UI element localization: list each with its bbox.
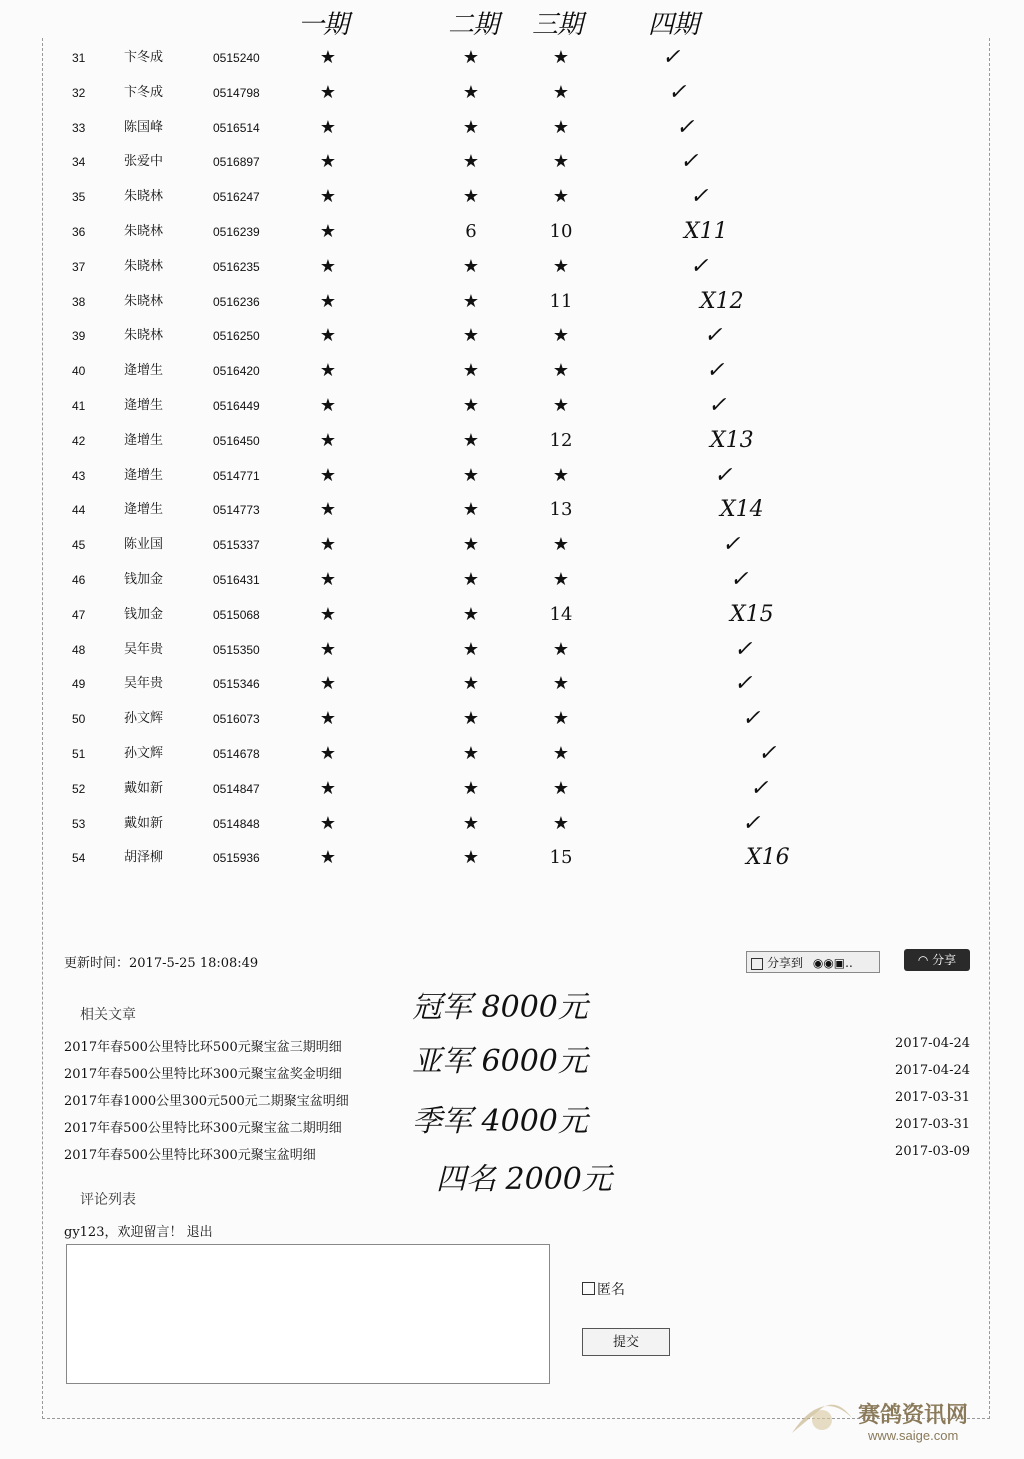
ring-number: 0515068 (213, 607, 260, 622)
table-row (0, 841, 1024, 875)
period-4-mark: ✓ (742, 706, 761, 732)
period-2-mark: ★ (462, 255, 480, 277)
period-4-mark: ✓ (690, 184, 709, 210)
wifi-icon: ◠ (917, 953, 929, 967)
related-articles-title: 相关文章 (80, 1007, 136, 1023)
period-2-mark: ★ (462, 151, 480, 173)
period-2-mark: ★ (462, 186, 480, 208)
article-date: 2017-03-31 (895, 1117, 970, 1132)
period-1-mark: ★ (319, 360, 337, 382)
row-number: 51 (72, 747, 86, 761)
owner-name: 朱晓林 (124, 258, 164, 274)
share-to-button[interactable] (746, 951, 880, 973)
period-4-mark: ✓ (734, 671, 753, 697)
article-date: 2017-04-24 (895, 1063, 970, 1078)
owner-name: 朱晓林 (124, 293, 164, 309)
period-4-mark: ✓ (742, 810, 761, 836)
row-number: 38 (72, 294, 86, 309)
period-1-mark: ★ (319, 464, 337, 486)
period-1-mark: ★ (319, 569, 337, 590)
period-3-mark: ★ (552, 708, 570, 730)
period-1-mark: ★ (319, 221, 337, 242)
table-row (0, 319, 1024, 353)
ring-number: 0516250 (213, 329, 260, 344)
period-1-mark: ★ (319, 429, 337, 451)
owner-name: 陈业国 (124, 537, 164, 553)
header-period-3: 三期 (532, 10, 583, 40)
period-4-mark: X11 (684, 219, 728, 244)
row-number: 35 (72, 190, 86, 205)
period-3-mark: ★ (552, 812, 570, 834)
period-1-mark: ★ (319, 534, 337, 556)
period-3-mark: ★ (552, 569, 570, 590)
period-4-mark: ✓ (730, 567, 749, 592)
table-row (0, 493, 1024, 527)
row-number: 36 (72, 225, 86, 239)
period-2-mark: ★ (462, 812, 480, 834)
article-date: 2017-03-09 (895, 1144, 970, 1159)
period-2-mark: ★ (462, 81, 480, 103)
table-row (0, 633, 1024, 667)
update-time: 更新时间：2017-5-25 18:08:49 (64, 956, 259, 971)
comment-textarea[interactable] (66, 1244, 550, 1384)
period-4-mark: ✓ (668, 79, 687, 105)
owner-name: 逄增生 (124, 502, 164, 518)
table-row (0, 145, 1024, 179)
owner-name: 孙文辉 (124, 746, 164, 761)
ring-number: 0516514 (213, 120, 260, 135)
period-1-mark: ★ (319, 151, 337, 173)
greeting: gy123，欢迎留言！ 退出 (64, 1225, 213, 1240)
share-label: 分享 (932, 953, 957, 967)
row-number: 50 (72, 712, 86, 727)
period-1-mark: ★ (319, 638, 337, 660)
period-4-mark: ✓ (714, 462, 733, 488)
owner-name: 钱加金 (124, 572, 164, 587)
period-1-mark: ★ (319, 847, 337, 869)
owner-name: 戴如新 (124, 815, 164, 831)
ring-number: 0516450 (213, 433, 260, 448)
owner-name: 孙文辉 (124, 711, 164, 727)
share-button[interactable] (904, 949, 970, 971)
period-1-mark: ★ (319, 777, 337, 799)
table-row (0, 111, 1024, 145)
period-2-mark: ★ (462, 743, 480, 764)
submit-button[interactable]: 提交 (582, 1328, 670, 1356)
period-1-mark: ★ (319, 116, 337, 138)
ring-number: 0515350 (213, 642, 260, 657)
ring-number: 0516420 (213, 364, 260, 379)
period-1-mark: ★ (319, 499, 337, 521)
period-4-mark: ✓ (690, 253, 709, 279)
period-2-mark: ★ (462, 777, 480, 799)
period-2-mark: ★ (462, 395, 480, 416)
table-row (0, 285, 1024, 319)
table-row (0, 76, 1024, 110)
row-number: 42 (72, 433, 86, 448)
owner-name: 吴年贵 (124, 676, 164, 692)
period-3-mark: 14 (549, 603, 573, 625)
period-3-mark: ★ (552, 47, 570, 68)
table-row (0, 772, 1024, 806)
share-to-label: 分享到 (767, 956, 804, 970)
owner-name: 朱晓林 (124, 224, 164, 239)
row-number: 33 (72, 120, 86, 135)
ring-number: 0514773 (213, 503, 260, 518)
owner-name: 朱晓林 (124, 189, 164, 205)
row-number: 34 (72, 155, 86, 170)
period-2-mark: ★ (462, 708, 480, 730)
ring-number: 0516073 (213, 712, 260, 727)
row-number: 37 (72, 259, 86, 274)
period-3-mark: 10 (549, 221, 573, 242)
table-row (0, 807, 1024, 841)
article-date: 2017-03-31 (895, 1090, 970, 1105)
article-title-link[interactable]: 2017年春500公里特比环300元聚宝盆明细 (64, 1148, 316, 1163)
prize-2: 亚军 6000元 (412, 1044, 588, 1079)
row-number: 44 (72, 503, 86, 518)
period-3-mark: ★ (552, 151, 570, 173)
header-period-1: 一期 (298, 10, 349, 40)
owner-name: 逄增生 (124, 363, 164, 379)
period-4-mark: X15 (730, 601, 774, 627)
period-3-mark: ★ (552, 534, 570, 556)
period-1-mark: ★ (319, 81, 337, 103)
period-2-mark: 6 (465, 221, 477, 242)
watermark-url: www.saige.com (868, 1428, 959, 1443)
owner-name: 陈国峰 (124, 119, 164, 135)
owner-name: 逄增生 (124, 432, 164, 448)
period-2-mark: ★ (462, 847, 480, 869)
period-4-mark: ✓ (662, 45, 681, 70)
period-1-mark: ★ (319, 708, 337, 730)
owner-name: 张爱中 (124, 154, 164, 170)
anonymous-checkbox[interactable] (582, 1279, 625, 1299)
table-row (0, 702, 1024, 736)
row-number: 39 (72, 329, 86, 344)
table-row (0, 215, 1024, 249)
period-4-mark: ✓ (758, 741, 777, 766)
ring-number: 0516235 (213, 259, 260, 274)
prize-3: 季军 4000元 (412, 1104, 588, 1139)
article-title-link[interactable]: 2017年春1000公里300元500元二期聚宝盆明细 (64, 1094, 349, 1109)
period-1-mark: ★ (319, 812, 337, 834)
owner-name: 胡泽柳 (124, 850, 164, 866)
period-1-mark: ★ (319, 47, 337, 68)
owner-name: 卞冬成 (124, 84, 164, 100)
period-2-mark: ★ (462, 638, 480, 660)
owner-name: 戴如新 (124, 780, 164, 796)
period-3-mark: 12 (549, 429, 573, 451)
owner-name: 吴年贵 (124, 641, 164, 657)
ring-number: 0516897 (213, 155, 260, 170)
period-4-mark: ✓ (722, 532, 741, 558)
period-3-mark: ★ (552, 186, 570, 208)
period-1-mark: ★ (319, 255, 337, 277)
ring-number: 0514848 (213, 816, 260, 831)
watermark-text: 赛鸽资讯网 (858, 1403, 969, 1428)
row-number: 49 (72, 677, 86, 692)
row-number: 45 (72, 538, 86, 553)
ring-number: 0516449 (213, 399, 260, 413)
period-3-mark: ★ (552, 360, 570, 382)
period-3-mark: ★ (552, 395, 570, 416)
owner-name: 逄增生 (124, 398, 164, 413)
ring-number: 0516431 (213, 573, 260, 587)
period-2-mark: ★ (462, 325, 480, 347)
table-row (0, 598, 1024, 632)
table-row (0, 250, 1024, 284)
row-number: 52 (72, 781, 86, 796)
row-number: 32 (72, 85, 86, 100)
social-icons: ◉◉▣.. (812, 956, 853, 970)
period-4-mark: ✓ (734, 636, 753, 662)
period-3-mark: ★ (552, 777, 570, 799)
period-4-mark: ✓ (676, 114, 695, 140)
period-2-mark: ★ (462, 290, 480, 312)
period-1-mark: ★ (319, 395, 337, 416)
ring-number: 0514798 (213, 85, 260, 100)
period-3-mark: ★ (552, 325, 570, 347)
period-1-mark: ★ (319, 673, 337, 695)
period-4-mark: ✓ (750, 775, 769, 801)
period-4-mark: X16 (746, 845, 790, 871)
ring-number: 0516239 (213, 225, 260, 239)
ring-number: 0515240 (213, 51, 260, 65)
table-row (0, 424, 1024, 458)
table-row (0, 528, 1024, 562)
period-2-mark: ★ (462, 360, 480, 382)
period-3-mark: 15 (549, 847, 573, 869)
table-row (0, 41, 1024, 75)
prize-1: 冠军 8000元 (412, 990, 588, 1025)
row-number: 54 (72, 851, 86, 866)
comments-title: 评论列表 (80, 1192, 136, 1208)
period-4-mark: X14 (720, 497, 764, 523)
period-2-mark: ★ (462, 499, 480, 521)
row-number: 40 (72, 364, 86, 379)
period-3-mark: ★ (552, 464, 570, 486)
period-3-mark: 11 (549, 290, 573, 312)
period-3-mark: ★ (552, 743, 570, 764)
anonymous-label: 匿名 (597, 1282, 625, 1298)
period-2-mark: ★ (462, 534, 480, 556)
period-2-mark: ★ (462, 116, 480, 138)
header-period-4: 四期 (648, 10, 699, 40)
period-3-mark: ★ (552, 638, 570, 660)
period-4-mark: ✓ (704, 323, 723, 349)
period-4-mark: X13 (710, 427, 754, 453)
header-period-2: 二期 (448, 10, 499, 40)
period-2-mark: ★ (462, 464, 480, 486)
period-1-mark: ★ (319, 325, 337, 347)
period-3-mark: 13 (549, 499, 573, 521)
ring-number: 0515936 (213, 851, 260, 866)
plus-icon (751, 958, 763, 970)
period-2-mark: ★ (462, 47, 480, 68)
table-row (0, 737, 1024, 771)
period-4-mark: X12 (700, 288, 744, 314)
ring-number: 0515346 (213, 677, 260, 692)
period-2-mark: ★ (462, 673, 480, 695)
table-row (0, 389, 1024, 423)
period-4-mark: ✓ (680, 149, 699, 175)
owner-name: 逄增生 (124, 467, 164, 483)
row-number: 43 (72, 468, 86, 483)
owner-name: 卞冬成 (124, 50, 164, 65)
owner-name: 钱加金 (124, 606, 164, 622)
period-3-mark: ★ (552, 673, 570, 695)
checkbox-icon[interactable] (582, 1282, 595, 1295)
article-title-link[interactable]: 2017年春500公里特比环300元聚宝盆奖金明细 (64, 1067, 342, 1082)
table-row (0, 180, 1024, 214)
ring-number: 0516236 (213, 294, 260, 309)
table-row (0, 563, 1024, 597)
ring-number: 0515337 (213, 538, 260, 553)
period-1-mark: ★ (319, 603, 337, 625)
ring-number: 0514678 (213, 747, 260, 761)
ring-number: 0514771 (213, 468, 260, 483)
table-row (0, 459, 1024, 493)
period-3-mark: ★ (552, 81, 570, 103)
period-4-mark: ✓ (708, 393, 727, 418)
row-number: 46 (72, 573, 86, 587)
period-1-mark: ★ (319, 186, 337, 208)
row-number: 31 (72, 51, 86, 65)
period-3-mark: ★ (552, 255, 570, 277)
row-number: 53 (72, 816, 86, 831)
period-1-mark: ★ (319, 290, 337, 312)
article-title-link[interactable]: 2017年春500公里特比环300元聚宝盆二期明细 (64, 1121, 342, 1136)
owner-name: 朱晓林 (124, 328, 164, 344)
period-1-mark: ★ (319, 743, 337, 764)
ring-number: 0514847 (213, 781, 260, 796)
period-2-mark: ★ (462, 569, 480, 590)
period-2-mark: ★ (462, 603, 480, 625)
table-row (0, 667, 1024, 701)
period-4-mark: ✓ (706, 358, 725, 384)
period-2-mark: ★ (462, 429, 480, 451)
ring-number: 0516247 (213, 190, 260, 205)
row-number: 48 (72, 642, 86, 657)
row-number: 47 (72, 607, 86, 622)
article-title-link[interactable]: 2017年春500公里特比环500元聚宝盆三期明细 (64, 1040, 342, 1055)
prize-4: 四名 2000元 (436, 1162, 612, 1197)
period-3-mark: ★ (552, 116, 570, 138)
table-row (0, 354, 1024, 388)
article-date: 2017-04-24 (895, 1036, 970, 1051)
row-number: 41 (72, 399, 86, 413)
